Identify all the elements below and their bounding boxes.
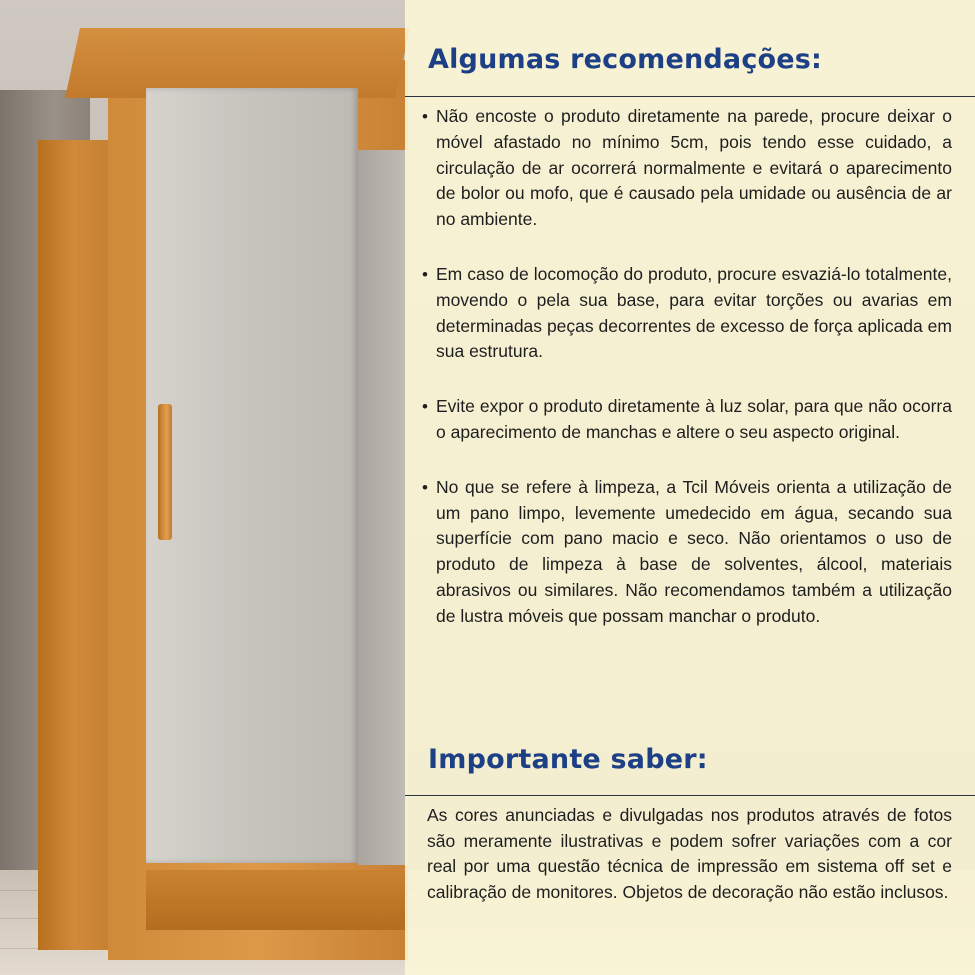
title-divider: [405, 795, 975, 796]
important-text: As cores anunciadas e divulgadas nos produtos através de fotos são meramente ilustrativas e podem sofrer variações com a cor real por uma questão técnica de impressão em sistema off set e calibração de monitores. Objetos de decoração não estão inclusos.: [427, 805, 952, 902]
list-item-text: Em caso de locomoção do produto, procure esvaziá-lo totalmente, movendo o pela sua base, para evitar torções ou avarias em determinadas peças decorrentes de excesso de força aplicada em sua estrutura.: [436, 263, 952, 362]
recommendations-title: Algumas recomendações:: [428, 44, 823, 75]
recommendations-list: [422, 104, 952, 630]
important-title: Importante saber:: [428, 744, 708, 775]
bullet-icon: •: [422, 397, 428, 417]
bullet-icon: •: [422, 477, 428, 497]
list-item-text: No que se refere à limpeza, a Tcil Móveis orienta a utilização de um pano limpo, levemente umedecido em água, secando sua superfície com pano macio e seco. Não orientamos o uso de produto de limpeza à base de solventes, álcool, materiais abrasivos ou similares. Não recomendamos também a utilização de lustra móveis que possam manchar o produto.: [436, 476, 952, 626]
bullet-icon: •: [422, 107, 428, 126]
list-item: [422, 262, 952, 365]
wardrobe-sliding-door: [146, 88, 358, 863]
door-handle: [158, 404, 172, 540]
list-item: [422, 475, 952, 630]
wardrobe-plinth: [146, 870, 408, 930]
list-item-text: Não encoste o produto diretamente na parede, procure deixar o móvel afastado no mínimo 5cm, pois tendo esse cuidado, a circulação de ar ocorrerá normalmente e evitará o aparecimento de bolor ou mofo, que é causado pela umidade ou ausência de ar no ambiente.: [436, 106, 952, 230]
wardrobe-rear-door: [358, 150, 408, 865]
bullet-icon: •: [422, 264, 428, 284]
list-item: [422, 104, 952, 233]
list-item-text: Evite expor o produto diretamente à luz solar, para que não ocorra o aparecimento de manchas e altere o seu aspecto original.: [436, 396, 952, 442]
list-item: [422, 394, 952, 446]
title-divider: [405, 96, 975, 97]
